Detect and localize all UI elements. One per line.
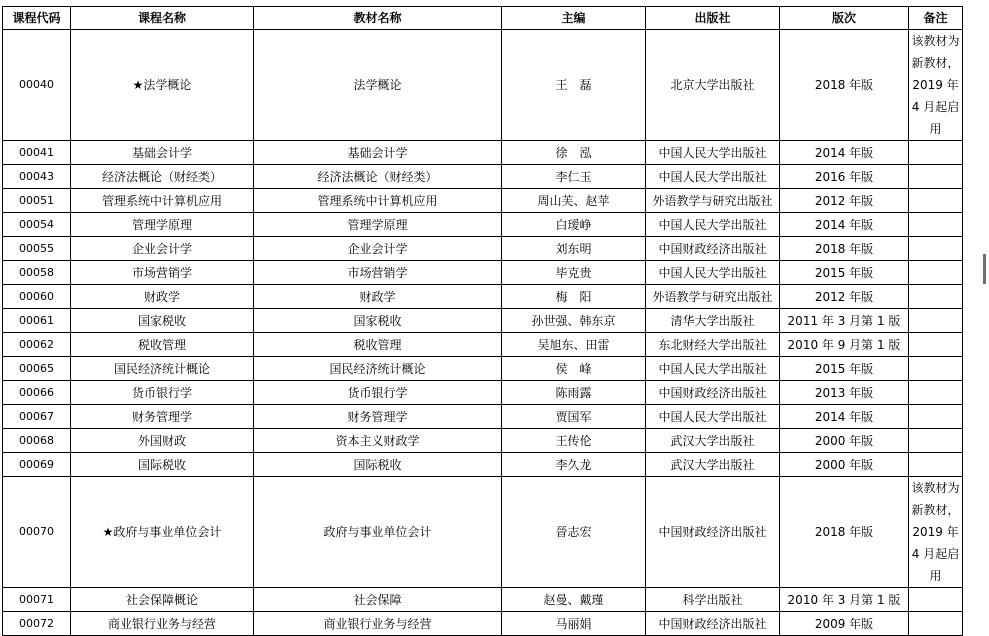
header-note: 备注: [909, 7, 963, 30]
edition-cell: 2014 年版: [780, 405, 909, 429]
table-row: [3, 165, 963, 189]
header-publisher: 出版社: [646, 7, 780, 30]
table-row: [3, 333, 963, 357]
edition-cell: 2000 年版: [780, 429, 909, 453]
editor-cell: 白瑷峥: [502, 213, 646, 237]
table-row: [3, 612, 963, 636]
publisher-cell: 中国财政经济出版社: [646, 612, 780, 636]
course-name-cell: 外国财政: [71, 429, 254, 453]
course-name-cell: ★法学概论: [71, 30, 254, 141]
editor-cell: 贾国军: [502, 405, 646, 429]
course-code-cell: 00040: [3, 30, 71, 141]
edition-cell: 2009 年版: [780, 612, 909, 636]
note-cell: [909, 357, 963, 381]
note-cell: 该教材为新教材，2019 年 4 月起启用: [909, 477, 963, 588]
edition-cell: 2011 年 3 月第 1 版: [780, 309, 909, 333]
course-name-cell: 国家税收: [71, 309, 254, 333]
course-code-cell: 00072: [3, 612, 71, 636]
publisher-cell: 中国人民大学出版社: [646, 405, 780, 429]
note-cell: [909, 189, 963, 213]
edition-cell: 2015 年版: [780, 357, 909, 381]
course-name-cell: 财务管理学: [71, 405, 254, 429]
table-row: [3, 429, 963, 453]
course-name-cell: 国际税收: [71, 453, 254, 477]
table-row: [3, 261, 963, 285]
course-code-cell: 00066: [3, 381, 71, 405]
course-name-cell: 商业银行业务与经营: [71, 612, 254, 636]
note-cell: [909, 237, 963, 261]
editor-cell: 李久龙: [502, 453, 646, 477]
course-code-cell: 00061: [3, 309, 71, 333]
table-row: [3, 381, 963, 405]
editor-cell: 孙世强、韩东京: [502, 309, 646, 333]
textbook-name-cell: 社会保障: [254, 588, 502, 612]
note-cell: [909, 429, 963, 453]
publisher-cell: 中国人民大学出版社: [646, 261, 780, 285]
editor-cell: 马丽娟: [502, 612, 646, 636]
editor-cell: 毕克贵: [502, 261, 646, 285]
edition-cell: 2018 年版: [780, 477, 909, 588]
course-name-cell: 税收管理: [71, 333, 254, 357]
note-cell: [909, 309, 963, 333]
course-code-cell: 00062: [3, 333, 71, 357]
textbook-name-cell: 管理系统中计算机应用: [254, 189, 502, 213]
note-cell: [909, 405, 963, 429]
note-cell: [909, 612, 963, 636]
editor-cell: 徐 泓: [502, 141, 646, 165]
textbook-name-cell: 财务管理学: [254, 405, 502, 429]
publisher-cell: 中国人民大学出版社: [646, 213, 780, 237]
textbook-name-cell: 国际税收: [254, 453, 502, 477]
table-row: [3, 237, 963, 261]
editor-cell: 陈雨露: [502, 381, 646, 405]
course-code-cell: 00070: [3, 477, 71, 588]
course-code-cell: 00043: [3, 165, 71, 189]
editor-cell: 李仁玉: [502, 165, 646, 189]
header-course-name: 课程名称: [71, 7, 254, 30]
edition-cell: 2012 年版: [780, 285, 909, 309]
course-name-cell: 社会保障概论: [71, 588, 254, 612]
editor-cell: 赵曼、戴瑾: [502, 588, 646, 612]
note-cell: [909, 333, 963, 357]
course-name-cell: 企业会计学: [71, 237, 254, 261]
edition-cell: 2018 年版: [780, 30, 909, 141]
note-cell: [909, 261, 963, 285]
edition-cell: 2016 年版: [780, 165, 909, 189]
table-row: [3, 357, 963, 381]
course-code-cell: 00071: [3, 588, 71, 612]
textbook-name-cell: 政府与事业单位会计: [254, 477, 502, 588]
editor-cell: 王 磊: [502, 30, 646, 141]
edition-cell: 2010 年 3 月第 1 版: [780, 588, 909, 612]
course-code-cell: 00060: [3, 285, 71, 309]
course-name-cell: 货币银行学: [71, 381, 254, 405]
edition-cell: 2000 年版: [780, 453, 909, 477]
course-name-cell: 管理系统中计算机应用: [71, 189, 254, 213]
table-row: [3, 405, 963, 429]
table-row: [3, 453, 963, 477]
table-row: [3, 213, 963, 237]
table-row: [3, 189, 963, 213]
textbook-name-cell: 国民经济统计概论: [254, 357, 502, 381]
edition-cell: 2013 年版: [780, 381, 909, 405]
course-code-cell: 00054: [3, 213, 71, 237]
header-edition: 版次: [780, 7, 909, 30]
note-cell: [909, 285, 963, 309]
note-cell: [909, 165, 963, 189]
course-name-cell: 财政学: [71, 285, 254, 309]
scrollbar-grip[interactable]: [983, 254, 986, 284]
publisher-cell: 武汉大学出版社: [646, 429, 780, 453]
textbook-name-cell: 企业会计学: [254, 237, 502, 261]
table-row: [3, 141, 963, 165]
table-row: [3, 30, 963, 141]
textbook-name-cell: 管理学原理: [254, 213, 502, 237]
edition-cell: 2010 年 9 月第 1 版: [780, 333, 909, 357]
table-row: [3, 588, 963, 612]
editor-cell: 王传伦: [502, 429, 646, 453]
course-name-cell: 市场营销学: [71, 261, 254, 285]
textbook-name-cell: 国家税收: [254, 309, 502, 333]
textbook-name-cell: 市场营销学: [254, 261, 502, 285]
edition-cell: 2015 年版: [780, 261, 909, 285]
course-code-cell: 00067: [3, 405, 71, 429]
note-cell: [909, 381, 963, 405]
publisher-cell: 东北财经大学出版社: [646, 333, 780, 357]
note-cell: [909, 141, 963, 165]
course-name-cell: 管理学原理: [71, 213, 254, 237]
edition-cell: 2012 年版: [780, 189, 909, 213]
textbook-name-cell: 财政学: [254, 285, 502, 309]
course-code-cell: 00041: [3, 141, 71, 165]
note-cell: 该教材为新教材，2019 年 4 月起启用: [909, 30, 963, 141]
editor-cell: 侯 峰: [502, 357, 646, 381]
note-cell: [909, 453, 963, 477]
edition-cell: 2018 年版: [780, 237, 909, 261]
editor-cell: 晉志宏: [502, 477, 646, 588]
publisher-cell: 科学出版社: [646, 588, 780, 612]
course-code-cell: 00068: [3, 429, 71, 453]
editor-cell: 刘东明: [502, 237, 646, 261]
publisher-cell: 中国财政经济出版社: [646, 381, 780, 405]
textbook-name-cell: 资本主义财政学: [254, 429, 502, 453]
publisher-cell: 中国财政经济出版社: [646, 477, 780, 588]
textbook-name-cell: 税收管理: [254, 333, 502, 357]
header-course-code: 课程代码: [3, 7, 71, 30]
textbook-name-cell: 商业银行业务与经营: [254, 612, 502, 636]
textbook-name-cell: 法学概论: [254, 30, 502, 141]
table-row: [3, 309, 963, 333]
header-editor: 主编: [502, 7, 646, 30]
table-row: [3, 285, 963, 309]
note-cell: [909, 213, 963, 237]
table-row: [3, 477, 963, 588]
publisher-cell: 外语教学与研究出版社: [646, 189, 780, 213]
editor-cell: 周山芙、赵苹: [502, 189, 646, 213]
publisher-cell: 中国人民大学出版社: [646, 165, 780, 189]
editor-cell: 梅 阳: [502, 285, 646, 309]
editor-cell: 吴旭东、田雷: [502, 333, 646, 357]
publisher-cell: 北京大学出版社: [646, 30, 780, 141]
header-row: [3, 7, 963, 30]
course-code-cell: 00058: [3, 261, 71, 285]
course-code-cell: 00051: [3, 189, 71, 213]
publisher-cell: 中国人民大学出版社: [646, 141, 780, 165]
edition-cell: 2014 年版: [780, 213, 909, 237]
course-name-cell: ★政府与事业单位会计: [71, 477, 254, 588]
publisher-cell: 武汉大学出版社: [646, 453, 780, 477]
publisher-cell: 清华大学出版社: [646, 309, 780, 333]
textbook-name-cell: 基础会计学: [254, 141, 502, 165]
header-textbook-name: 教材名称: [254, 7, 502, 30]
course-name-cell: 经济法概论（财经类）: [71, 165, 254, 189]
course-name-cell: 基础会计学: [71, 141, 254, 165]
textbook-name-cell: 经济法概论（财经类）: [254, 165, 502, 189]
publisher-cell: 中国财政经济出版社: [646, 237, 780, 261]
course-code-cell: 00069: [3, 453, 71, 477]
course-code-cell: 00065: [3, 357, 71, 381]
course-code-cell: 00055: [3, 237, 71, 261]
publisher-cell: 中国人民大学出版社: [646, 357, 780, 381]
course-name-cell: 国民经济统计概论: [71, 357, 254, 381]
edition-cell: 2014 年版: [780, 141, 909, 165]
textbook-name-cell: 货币银行学: [254, 381, 502, 405]
course-textbook-table: [2, 6, 963, 636]
publisher-cell: 外语教学与研究出版社: [646, 285, 780, 309]
note-cell: [909, 588, 963, 612]
